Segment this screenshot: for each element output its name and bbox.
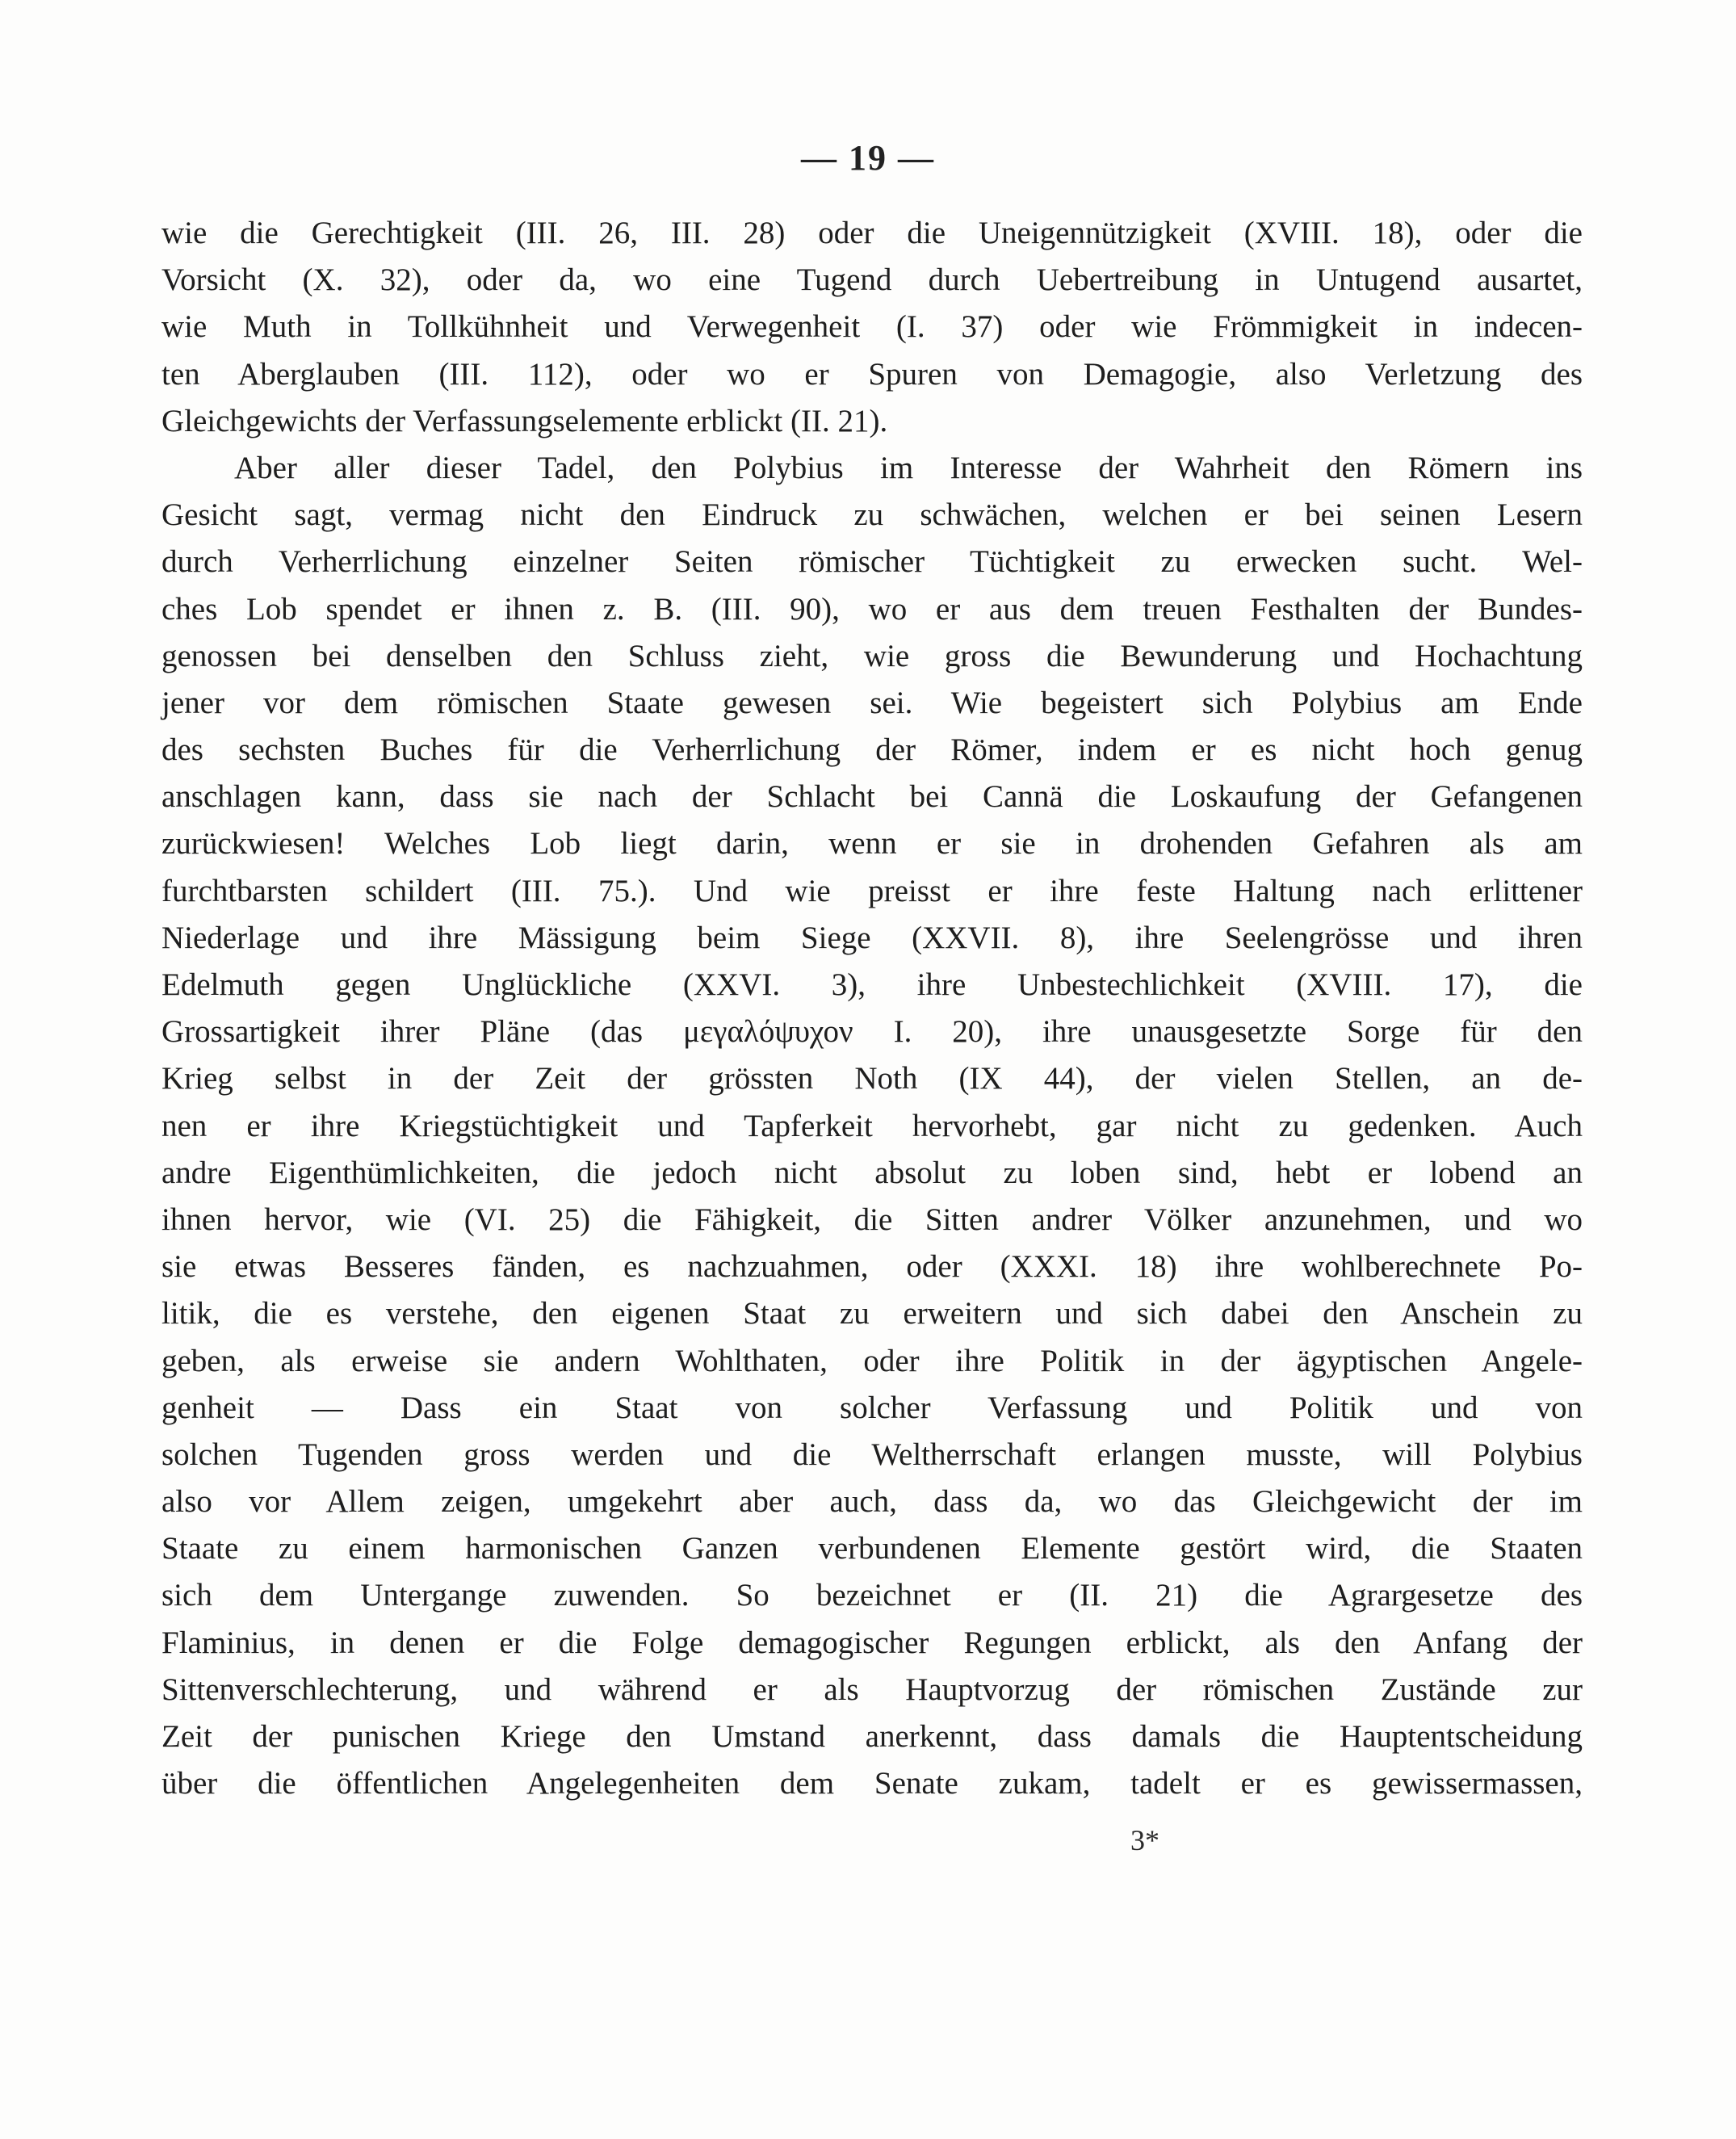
text-line: durch Verherrlichung einzelner Seiten römischer Tüchtigkeit zu erwecken sucht. Wel- [161,544,1583,580]
text-line: genheit — Dass ein Staat von solcher Verfassung und Politik und von [161,1390,1583,1425]
text-line: Gleichgewichts der Verfassungselemente erblickt (II. 21). [161,403,888,438]
text-line: litik, die es verstehe, den eigenen Staat zu erweitern und sich dabei den Anschein zu [161,1296,1583,1332]
text-line: anschlagen kann, dass sie nach der Schlacht bei Cannä die Loskaufung der Gefangenen [161,779,1583,815]
text-line: also vor Allem zeigen, umgekehrt aber auch, dass da, wo das Gleichgewicht der im [161,1484,1583,1520]
text-line: geben, als erweise sie andern Wohlthaten, oder ihre Politik in der ägyptischen Angele- [161,1343,1583,1378]
text-line: Staate zu einem harmonischen Ganzen verbundenen Elemente gestört wird, die Staaten [161,1531,1583,1567]
body-text [161,210,1583,1807]
text-line: ihnen hervor, wie (VI. 25) die Fähigkeit, die Sitten andrer Völker anzunehmen, und wo [161,1202,1583,1237]
text-line: furchtbarsten schildert (III. 75.). Und wie preisst er ihre feste Haltung nach erlittener [161,873,1583,908]
text-line: zurückwiesen! Welches Lob liegt darin, wenn er sie in drohenden Gefahren als am [161,826,1583,862]
text-line: wie die Gerechtigkeit (III. 26, III. 28) oder die Uneigennützigkeit (XVIII. 18), oder die [161,216,1583,250]
text-line: ten Aberglauben (III. 112), oder wo er Spuren von Demagogie, also Verletzung des [161,356,1583,392]
text-line: Zeit der punischen Kriege den Umstand anerkennt, dass damals die Hauptentscheidung [161,1719,1583,1754]
text-line: wie Muth in Tollkühnheit und Verwegenheit (I. 37) oder wie Frömmigkeit in indecen- [161,309,1583,345]
text-line: sich dem Untergange zuwenden. So bezeichnet er (II. 21) die Agrargesetze des [161,1578,1583,1613]
text-line: Krieg selbst in der Zeit der grössten Noth (IX 44), der vielen Stellen, an de- [161,1061,1583,1097]
text-line: Aber aller dieser Tadel, den Polybius im Interesse der Wahrheit den Römern ins [234,450,1583,485]
text-line: solchen Tugenden gross werden und die Weltherrschaft erlangen musste, will Polybius [161,1436,1583,1472]
text-line: über die öffentlichen Angelegenheiten dem Senate zukam, tadelt er es gewissermassen, [161,1766,1583,1801]
signature-mark: 3* [1130,1824,1159,1856]
text-line: jener vor dem römischen Staate gewesen sei. Wie begeistert sich Polybius am Ende [161,685,1583,720]
text-line: andre Eigenthümlichkeiten, die jedoch nicht absolut zu loben sind, hebt er lobend an [161,1155,1583,1190]
text-line: Vorsicht (X. 32), oder da, wo eine Tugend durch Uebertreibung in Untugend ausartet, [161,262,1583,298]
text-line: des sechsten Buches für die Verherrlichung der Römer, indem er es nicht hoch genug [161,732,1583,768]
text-line: Flaminius, in denen er die Folge demagogischer Regungen erblickt, als den Anfang der [161,1625,1583,1660]
text-line: Niederlage und ihre Mässigung beim Siege (XXVII. 8), ihre Seelengrösse und ihren [161,920,1583,955]
text-line: nen er ihre Kriegstüchtigkeit und Tapferkeit hervorhebt, gar nicht zu gedenken. Auch [161,1108,1583,1143]
text-line: genossen bei denselben den Schluss zieht, wie gross die Bewunderung und Hochachtung [161,638,1583,673]
text-line: Gesicht sagt, vermag nicht den Eindruck zu schwächen, welchen er bei seinen Lesern [161,497,1583,533]
text-line: Grossartigkeit ihrer Pläne (das μεγαλόψυχον I. 20), ihre unausgesetzte Sorge für den [161,1014,1583,1050]
text-line: sie etwas Besseres fänden, es nachzuahmen, oder (XXXI. 18) ihre wohlberechnete Po- [161,1249,1583,1285]
text-line: ches Lob spendet er ihnen z. B. (III. 90), wo er aus dem treuen Festhalten der Bundes- [161,591,1583,627]
text-line: Edelmuth gegen Unglückliche (XXVI. 3), ihre Unbestechlichkeit (XVIII. 17), die [161,967,1583,1002]
text-line: Sittenverschlechterung, und während er als Hauptvorzug der römischen Zustände zur [161,1671,1583,1707]
page-number-header: — 19 — [801,138,935,178]
